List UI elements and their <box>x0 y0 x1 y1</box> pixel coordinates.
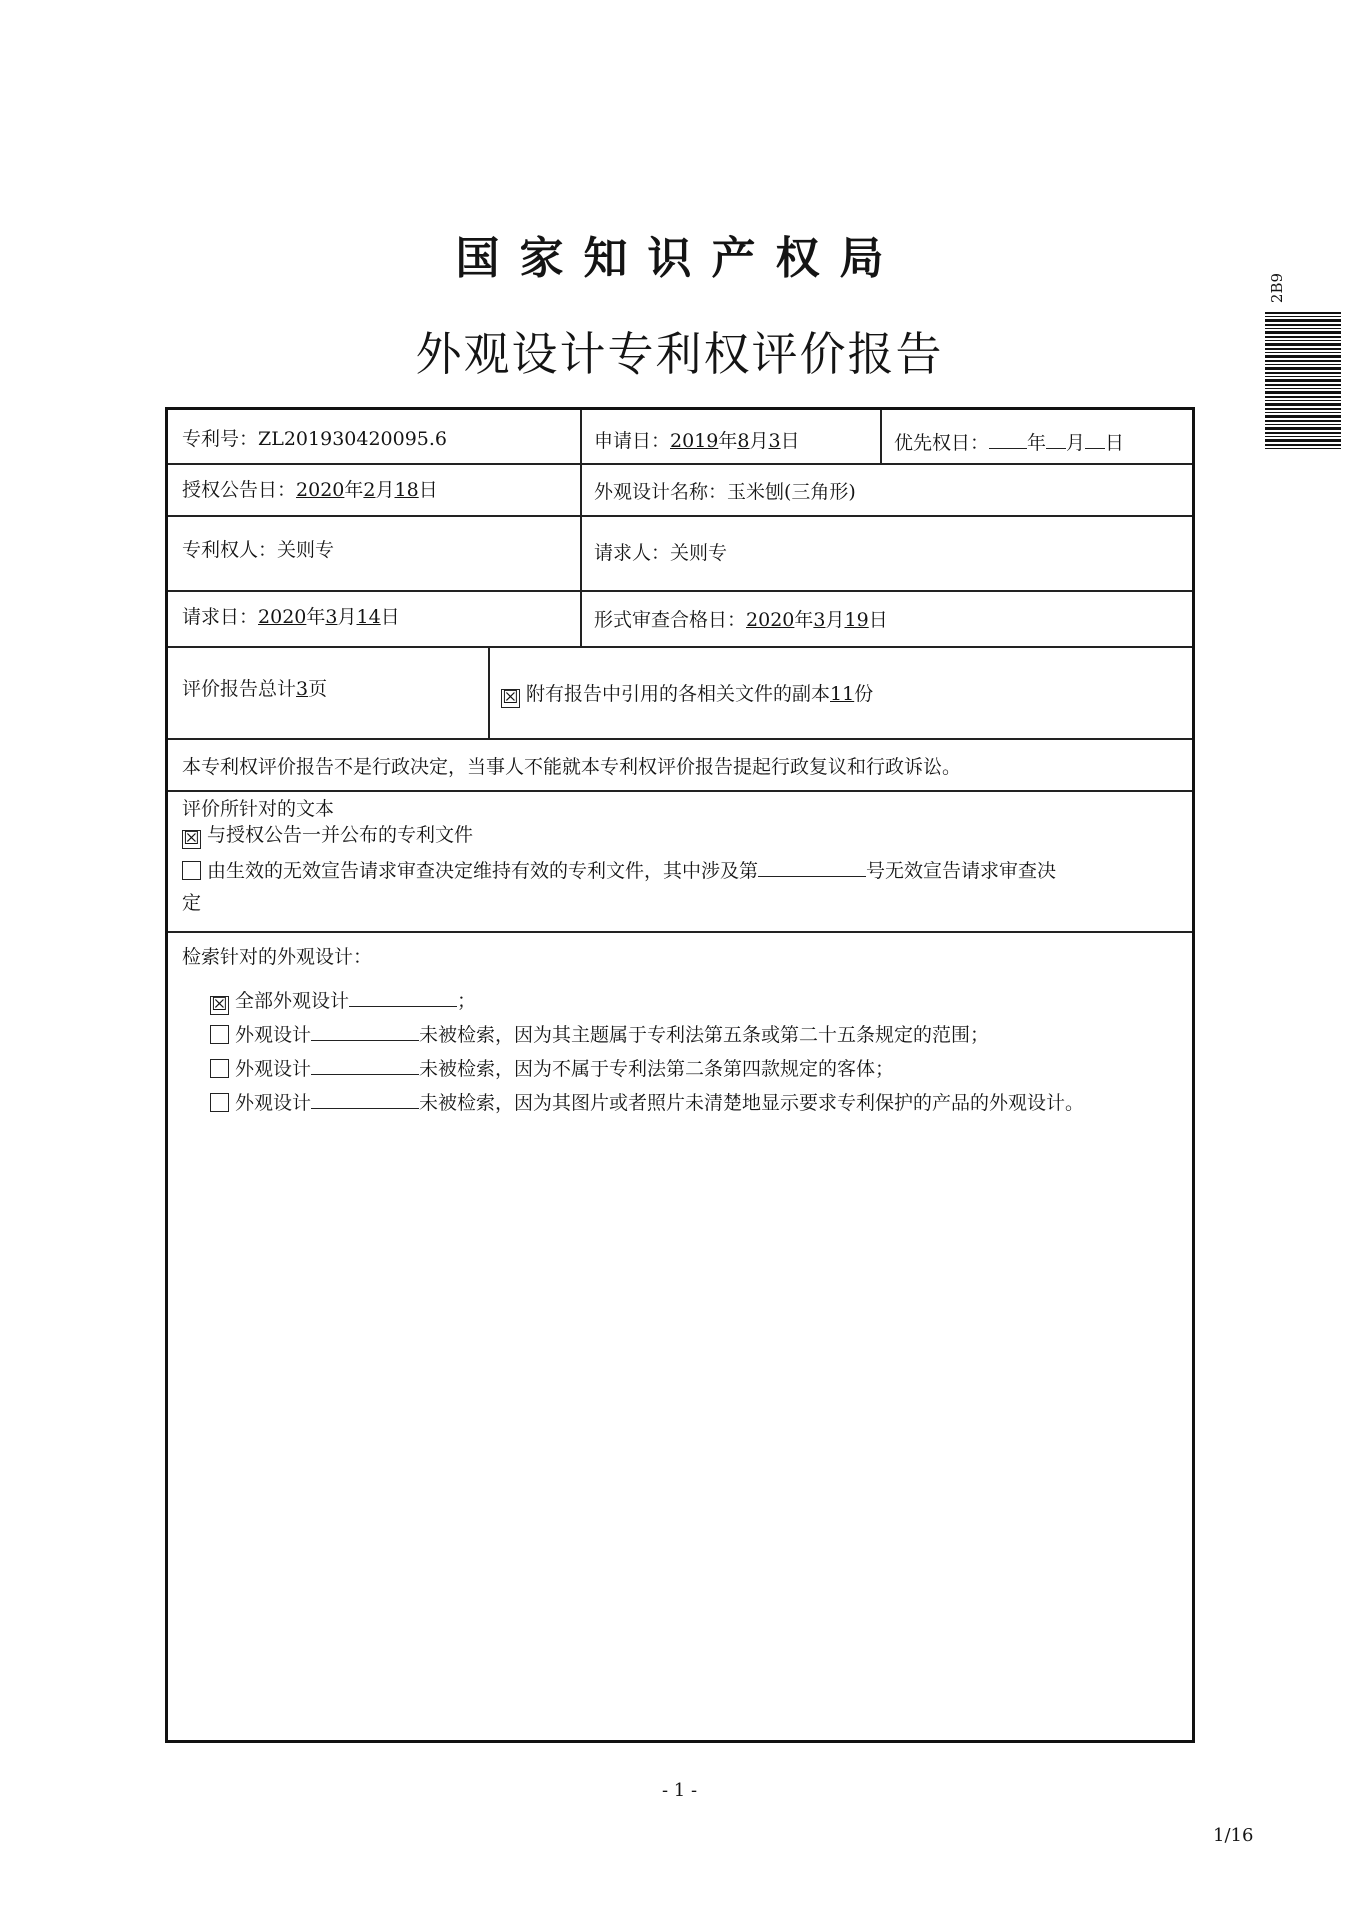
design-prefix: 外观设计 <box>235 1092 312 1114</box>
year-char: 年 <box>718 430 738 452</box>
row-divider <box>168 590 1192 592</box>
search-option-4-blank <box>311 1090 419 1109</box>
search-option-3-blank <box>311 1056 419 1075</box>
grant-month: 2 <box>363 479 376 501</box>
search-option-4 <box>210 1088 1084 1115</box>
priority-date-label: 优先权日： <box>894 432 990 454</box>
exam-day: 19 <box>844 609 869 631</box>
patentee <box>182 535 334 562</box>
day-char: 日 <box>418 479 438 501</box>
year-char: 年 <box>344 479 364 501</box>
year-char: 年 <box>1027 432 1047 454</box>
month-char: 月 <box>825 609 845 631</box>
search-option-2 <box>210 1020 989 1047</box>
page-count: 1/16 <box>1213 1825 1254 1846</box>
attachment-suffix: 份 <box>854 683 874 705</box>
row-divider <box>168 790 1192 792</box>
filing-date <box>594 426 800 453</box>
row-divider <box>168 738 1192 740</box>
design-name-value: 玉米刨(三角形) <box>727 481 856 503</box>
evaluated-text-option-2 <box>182 856 1056 883</box>
text-option-1-label: 与授权公告一并公布的专利文件 <box>207 824 474 846</box>
attachment-count <box>501 679 873 708</box>
month-char: 月 <box>749 430 769 452</box>
month-char: 月 <box>337 606 357 628</box>
patentee-label: 专利权人： <box>182 539 278 561</box>
priority-day-blank <box>1085 430 1105 449</box>
patentee-value: 关则专 <box>277 539 335 561</box>
search-option-1-blank <box>349 988 457 1007</box>
report-pages-value: 3 <box>296 678 309 700</box>
row-divider <box>168 646 1192 648</box>
year-char: 年 <box>794 609 814 631</box>
request-year: 2020 <box>258 606 307 628</box>
filing-month: 8 <box>737 430 750 452</box>
attachment-prefix: 附有报告中引用的各相关文件的副本 <box>526 683 831 705</box>
day-char: 日 <box>868 609 888 631</box>
request-day: 14 <box>356 606 381 628</box>
row-divider <box>168 515 1192 517</box>
requester <box>594 538 727 565</box>
column-divider <box>488 646 490 738</box>
search-option-2-checkbox[interactable] <box>210 1025 229 1044</box>
side-code: 2B9 <box>1268 272 1286 304</box>
search-option-3 <box>210 1054 894 1081</box>
row-divider <box>168 463 1192 465</box>
evaluated-text-option-2-wrap: 定 <box>182 892 202 914</box>
exam-date-label: 形式审查合格日： <box>594 609 747 631</box>
day-char: 日 <box>780 430 800 452</box>
design-prefix: 外观设计 <box>235 1024 312 1046</box>
patent-number <box>182 424 447 451</box>
design-name <box>594 477 856 504</box>
exam-month: 3 <box>813 609 826 631</box>
patent-number-value: ZL201930420095.6 <box>258 428 448 450</box>
invalidation-number-blank <box>758 858 866 877</box>
design-name-label: 外观设计名称： <box>594 481 728 503</box>
agency-title: 国家知识产权局 <box>455 233 904 284</box>
requester-value: 关则专 <box>670 542 728 564</box>
search-option-1-checkbox[interactable]: ☒ <box>211 994 228 1015</box>
exam-year: 2020 <box>746 609 795 631</box>
grant-year: 2020 <box>296 479 345 501</box>
column-divider <box>580 410 582 646</box>
month-char: 月 <box>1066 432 1086 454</box>
filing-year: 2019 <box>670 430 719 452</box>
request-date-label: 请求日： <box>182 606 259 628</box>
priority-month-blank <box>1046 430 1066 449</box>
filing-date-label: 申请日： <box>594 430 671 452</box>
report-pages <box>182 674 327 701</box>
day-char: 日 <box>1105 432 1125 454</box>
text-option-2-label-a: 由生效的无效宣告请求审查决定维持有效的专利文件，其中涉及第 <box>207 860 759 882</box>
text-option-2-label-b: 号无效宣告请求审查决 <box>866 860 1057 882</box>
grant-date <box>182 475 438 502</box>
evaluated-text-option-1 <box>182 820 473 849</box>
month-char: 月 <box>375 479 395 501</box>
design-prefix: 外观设计 <box>235 1058 312 1080</box>
search-option-1-end: ； <box>457 990 477 1012</box>
search-option-1-label: 全部外观设计 <box>235 990 350 1012</box>
patent-number-label: 专利号： <box>182 428 259 450</box>
search-option-3-label: 未被检索，因为不属于专利法第二条第四款规定的客体； <box>419 1058 895 1080</box>
evaluated-text-title: 评价所针对的文本 <box>182 798 335 820</box>
page-number: - 1 - <box>661 1780 698 1801</box>
year-char: 年 <box>306 606 326 628</box>
priority-date <box>894 428 1124 455</box>
column-divider <box>880 410 882 463</box>
request-date <box>182 602 400 629</box>
barcode <box>1265 312 1341 450</box>
search-option-4-label: 未被检索，因为其图片或者照片未清楚地显示要求专利保护的产品的外观设计。 <box>419 1092 1085 1114</box>
grant-date-label: 授权公告日： <box>182 479 297 501</box>
search-option-2-blank <box>311 1022 419 1041</box>
report-pages-suffix: 页 <box>308 678 328 700</box>
requester-label: 请求人： <box>594 542 671 564</box>
exam-date <box>594 605 888 632</box>
report-title: 外观设计专利权评价报告 <box>415 327 944 381</box>
report-pages-prefix: 评价报告总计 <box>182 678 297 700</box>
report-form <box>165 407 1195 1743</box>
priority-year-blank <box>989 430 1027 449</box>
search-option-3-checkbox[interactable] <box>210 1059 229 1078</box>
legal-notice: 本专利权评价报告不是行政决定，当事人不能就本专利权评价报告提起行政复议和行政诉讼。 <box>182 756 962 778</box>
request-month: 3 <box>325 606 338 628</box>
attachment-count-value: 11 <box>830 683 855 705</box>
searched-design-title: 检索针对的外观设计： <box>182 946 373 968</box>
text-option-2-checkbox[interactable] <box>182 861 201 880</box>
attachment-checkbox[interactable]: ☒ <box>502 687 519 708</box>
grant-day: 18 <box>394 479 419 501</box>
row-divider <box>168 931 1192 933</box>
text-option-1-checkbox[interactable]: ☒ <box>183 828 200 849</box>
search-option-1 <box>210 986 476 1015</box>
search-option-4-checkbox[interactable] <box>210 1093 229 1112</box>
search-option-2-label: 未被检索，因为其主题属于专利法第五条或第二十五条规定的范围； <box>419 1024 990 1046</box>
filing-day: 3 <box>768 430 781 452</box>
day-char: 日 <box>380 606 400 628</box>
